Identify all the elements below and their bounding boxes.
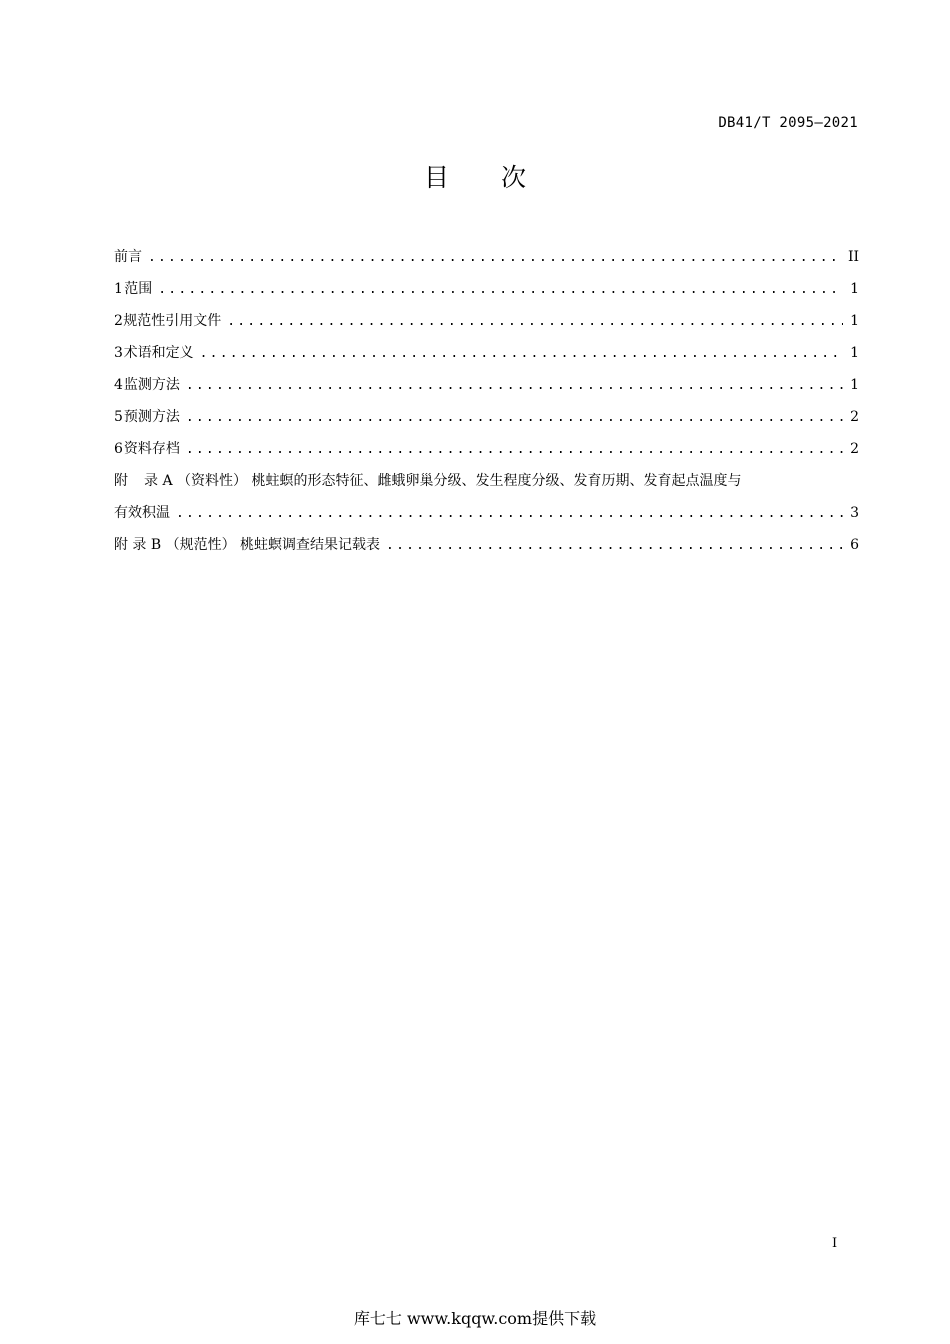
toc-page: 6 bbox=[850, 537, 859, 553]
appendix-record: 录 B bbox=[132, 537, 162, 553]
toc-page: 1 bbox=[850, 345, 859, 361]
toc-label: 资料存档 bbox=[123, 441, 180, 457]
appendix-prefix: 附 bbox=[114, 473, 128, 489]
appendix-type: （规范性） bbox=[165, 537, 236, 553]
toc-entry-foreword[interactable] bbox=[114, 246, 859, 278]
toc-leader-dots bbox=[148, 247, 842, 269]
toc-label: 术语和定义 bbox=[123, 345, 194, 361]
appendix-title: 桃蛀螟调查结果记载表 bbox=[240, 537, 381, 553]
toc-leader-dots bbox=[158, 279, 843, 301]
toc-label: 规范性引用文件 bbox=[123, 313, 222, 329]
toc-number: 6 bbox=[114, 441, 123, 457]
toc-entry-5[interactable] bbox=[114, 406, 859, 438]
toc-page: II bbox=[847, 249, 859, 265]
toc-leader-dots bbox=[227, 311, 843, 333]
footer-watermark-text: 库七七 www.kqqw.com提供下载 bbox=[353, 1309, 597, 1328]
toc-entry-1[interactable] bbox=[114, 278, 859, 310]
appendix-type: （资料性） bbox=[177, 473, 248, 489]
toc-entry-appendix-a-cont[interactable] bbox=[114, 502, 859, 534]
toc-page: 3 bbox=[850, 505, 859, 521]
toc-label: 监测方法 bbox=[123, 377, 180, 393]
toc-number: 2 bbox=[114, 313, 123, 329]
toc-page: 1 bbox=[850, 313, 859, 329]
page-title bbox=[0, 158, 950, 194]
toc-leader-dots bbox=[200, 343, 843, 365]
standard-code: DB41/T 2095—2021 bbox=[718, 115, 858, 131]
toc-number: 3 bbox=[114, 345, 123, 361]
toc-entry-6[interactable] bbox=[114, 438, 859, 470]
toc-leader-dots bbox=[186, 375, 843, 397]
toc-label: 范围 bbox=[124, 281, 153, 297]
page-number: I bbox=[832, 1236, 838, 1251]
appendix-prefix: 附 bbox=[114, 537, 128, 553]
toc-page: 2 bbox=[850, 441, 859, 457]
toc-number: 5 bbox=[114, 409, 123, 425]
toc-number: 1 bbox=[114, 281, 123, 297]
table-of-contents bbox=[114, 246, 859, 566]
title-char-2: 次 bbox=[501, 163, 527, 192]
toc-label: 前言 bbox=[114, 249, 142, 265]
toc-entry-appendix-a[interactable] bbox=[114, 470, 859, 502]
toc-page: 1 bbox=[850, 377, 859, 393]
toc-leader-dots bbox=[176, 503, 843, 525]
appendix-record: 录 A bbox=[144, 473, 173, 489]
toc-entry-2[interactable] bbox=[114, 310, 859, 342]
toc-number: 4 bbox=[114, 377, 123, 393]
toc-entry-appendix-b[interactable] bbox=[114, 534, 859, 566]
toc-page: 1 bbox=[850, 281, 859, 297]
toc-entry-3[interactable] bbox=[114, 342, 859, 374]
toc-label: 预测方法 bbox=[123, 409, 180, 425]
appendix-title-line-1: 桃蛀螟的形态特征、雌蛾卵巢分级、发生程度分级、发育历期、发育起点温度与 bbox=[251, 473, 742, 489]
toc-entry-4[interactable] bbox=[114, 374, 859, 406]
toc-leader-dots bbox=[386, 535, 843, 557]
toc-page: 2 bbox=[850, 409, 859, 425]
toc-leader-dots bbox=[186, 439, 843, 461]
title-char-1: 目 bbox=[423, 163, 449, 192]
toc-leader-dots bbox=[186, 407, 843, 429]
appendix-title-line-2: 有效积温 bbox=[114, 505, 170, 521]
